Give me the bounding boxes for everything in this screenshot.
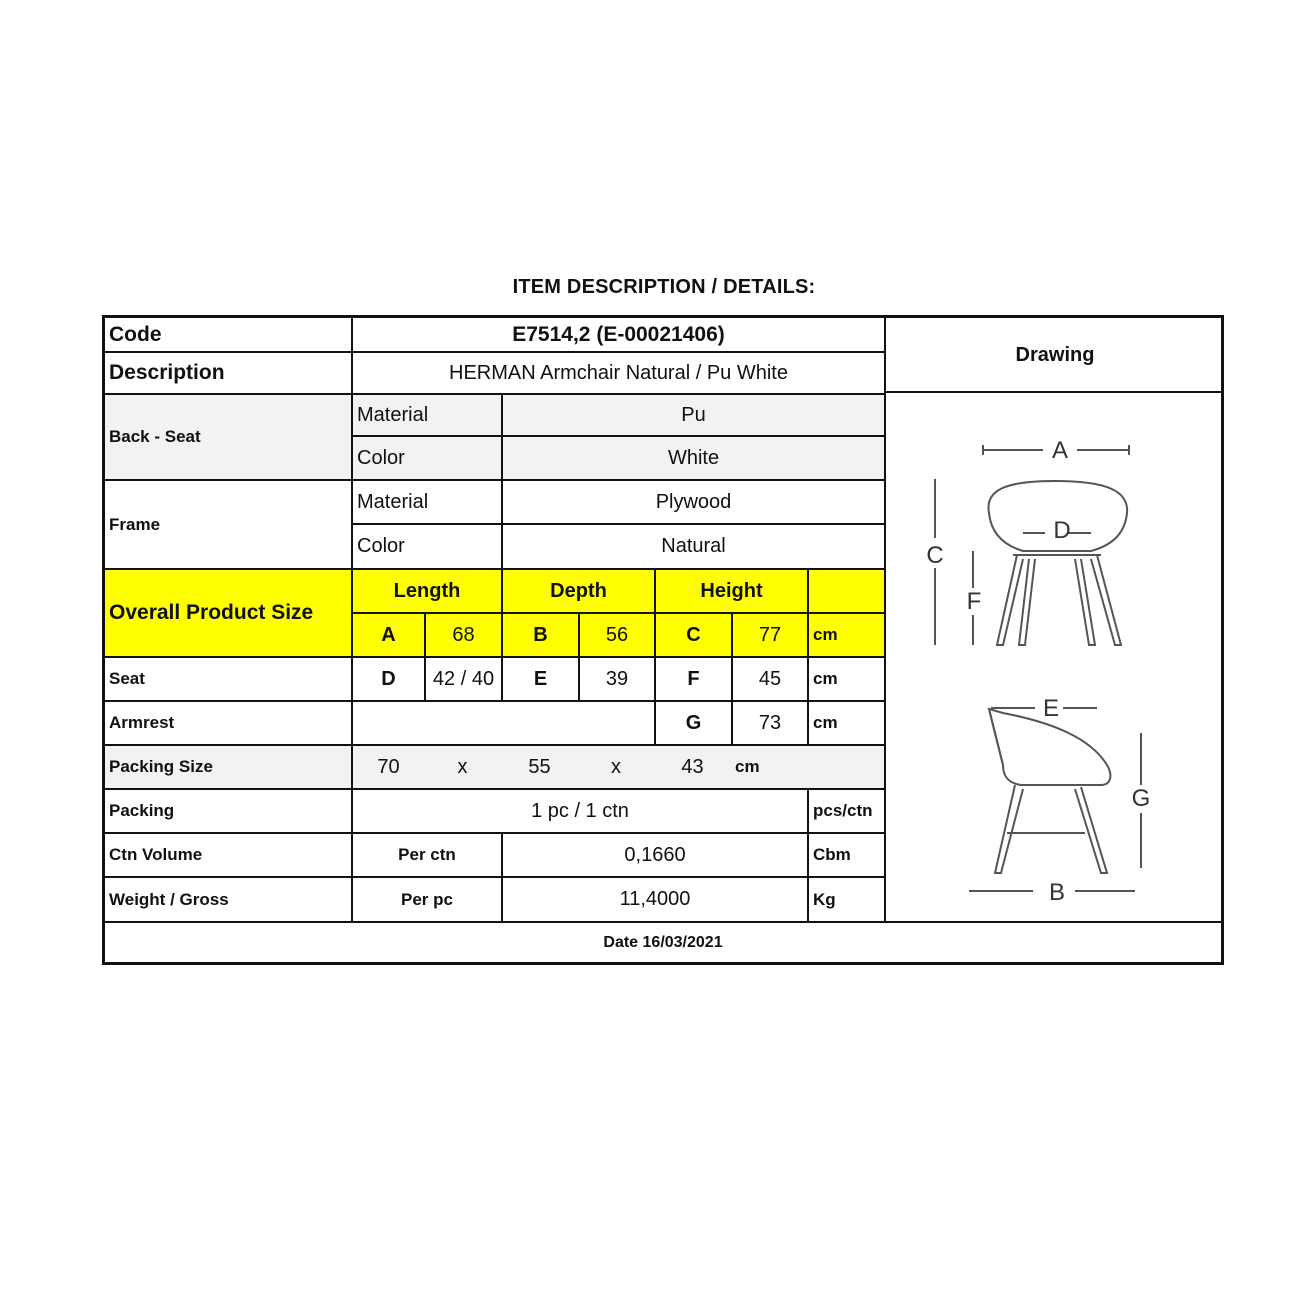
dim-letter-a: A — [351, 612, 424, 656]
overall-unit: cm — [807, 612, 884, 656]
diagram-label-d: D — [1053, 517, 1071, 544]
back-seat-material-label: Material — [351, 393, 501, 435]
dim-value-g: 73 — [731, 700, 807, 744]
back-seat-color-label: Color — [351, 435, 501, 479]
front-leg-left — [997, 555, 1023, 645]
front-leg-right — [1091, 555, 1121, 645]
sheet-title: ITEM DESCRIPTION / DETAILS: — [512, 276, 816, 298]
ctn-volume-per: Per ctn — [351, 832, 501, 876]
packing-size-label: Packing Size — [105, 744, 351, 788]
code-value: E7514,2 (E-00021406) — [351, 318, 884, 351]
armrest-label: Armrest — [105, 700, 351, 744]
date-footer: Date 16/03/2021 — [603, 934, 723, 951]
diagram-label-a: A — [1051, 437, 1069, 464]
frame-material: Plywood — [501, 479, 884, 523]
weight-value: 11,4000 — [501, 876, 807, 921]
drawing-header: Drawing — [884, 318, 1224, 393]
weight-unit: Kg — [807, 876, 884, 921]
frame-color: Natural — [501, 523, 884, 568]
dim-letter-c: C — [654, 612, 731, 656]
height-header: Height — [654, 568, 807, 612]
back-seat-material: Pu — [501, 393, 884, 435]
dim-value-a: 68 — [424, 612, 501, 656]
diagram-label-g: G — [1131, 785, 1151, 812]
chair-drawing — [885, 393, 1224, 920]
packing-label: Packing — [105, 788, 351, 832]
details-table — [102, 315, 1224, 965]
dim-letter-f: F — [654, 656, 731, 700]
seat-label: Seat — [105, 656, 351, 700]
packing-height: 43 — [654, 744, 731, 788]
frame-material-label: Material — [351, 479, 501, 523]
dim-value-d: 42 / 40 — [424, 656, 501, 700]
packing-times-1: x — [424, 744, 501, 788]
dim-value-f: 45 — [731, 656, 807, 700]
back-seat-color: White — [501, 435, 884, 479]
depth-header: Depth — [501, 568, 654, 612]
packing-width: 55 — [501, 744, 578, 788]
frame-color-label: Color — [351, 523, 501, 568]
length-header: Length — [351, 568, 501, 612]
dim-letter-d: D — [351, 656, 424, 700]
seat-unit: cm — [807, 656, 884, 700]
dim-letter-e: E — [501, 656, 578, 700]
packing-size-unit: cm — [731, 744, 884, 788]
packing-unit: pcs/ctn — [807, 788, 884, 832]
ctn-volume-label: Ctn Volume — [105, 832, 351, 876]
dim-value-b: 56 — [578, 612, 654, 656]
back-seat-label: Back - Seat — [105, 393, 351, 479]
weight-per: Per pc — [351, 876, 501, 921]
dim-value-c: 77 — [731, 612, 807, 656]
frame-label: Frame — [105, 479, 351, 568]
description-label: Description — [105, 351, 351, 393]
ctn-volume-value: 0,1660 — [501, 832, 807, 876]
ctn-volume-unit: Cbm — [807, 832, 884, 876]
dim-letter-g: G — [654, 700, 731, 744]
dim-letter-b: B — [501, 612, 578, 656]
armrest-unit: cm — [807, 700, 884, 744]
packing-value: 1 pc / 1 ctn — [351, 788, 807, 832]
diagram-label-b: B — [1048, 879, 1066, 906]
overall-header-blank — [807, 568, 884, 612]
description-value: HERMAN Armchair Natural / Pu White — [351, 351, 884, 393]
code-label: Code — [109, 322, 162, 346]
diagram-label-e: E — [1042, 695, 1060, 722]
diagram-label-f: F — [966, 588, 982, 615]
packing-length: 70 — [351, 744, 424, 788]
packing-times-2: x — [578, 744, 654, 788]
overall-size-label: Overall Product Size — [105, 568, 351, 656]
side-leg-right — [1075, 787, 1107, 873]
weight-label: Weight / Gross — [105, 876, 351, 921]
side-leg-left — [995, 785, 1023, 873]
dim-value-e: 39 — [578, 656, 654, 700]
armrest-blank — [351, 700, 654, 744]
diagram-label-c: C — [926, 542, 944, 569]
